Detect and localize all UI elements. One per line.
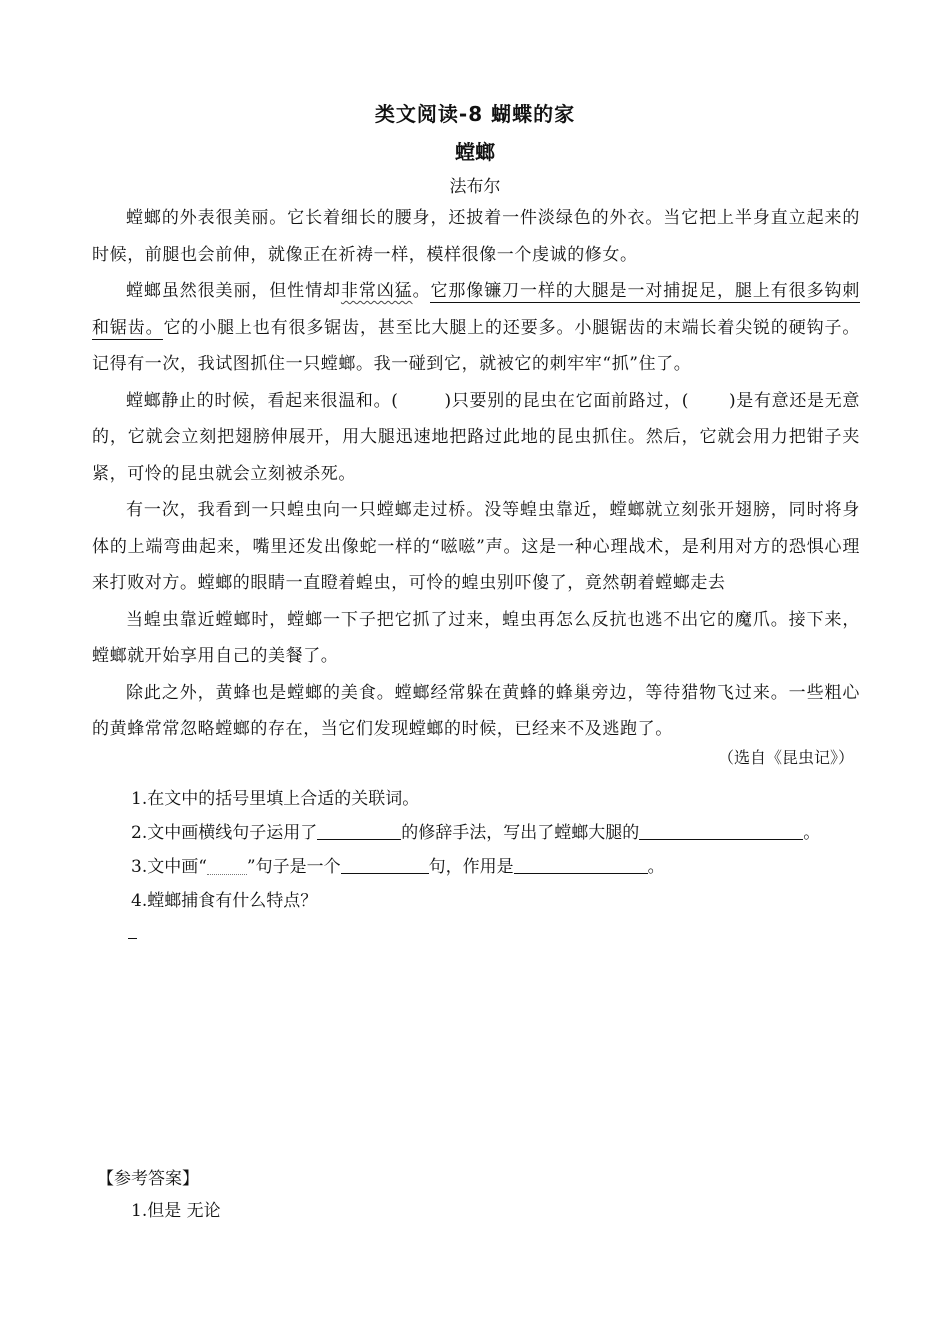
article-author: 法布尔 xyxy=(449,177,501,197)
answer-line-stub[interactable] xyxy=(128,938,137,939)
question-2-text-b: 的修辞手法，写出了螳螂大腿的 xyxy=(401,823,640,843)
article-title: 螳螂 xyxy=(455,140,495,164)
question-2-text-a: 2.文中画横线句子运用了 xyxy=(131,823,318,843)
paragraph-6: 除此之外，黄蜂也是螳螂的美食。螳螂经常躲在黄蜂的蜂巢旁边，等待猎物飞过来。一些粗心的黄蜂常常忽略螳螂的存在，当它们发现螳螂的时候，已经来不及逃跑了。 xyxy=(92,682,860,739)
paragraph-4: 有一次，我看到一只蝗虫向一只螳螂走过桥。没等蝗虫靠近，螳螂就立刻张开翅膀，同时将身体的上端弯曲起来，嘴里还发出像蛇一样的“嗞嗞”声。这是一种心理战术，是利用对方的恐惧心理来打败对方。螳螂的眼睛一直瞪着蝗虫，可怜的蝗虫别吓傻了，竟然朝着螳螂走去 xyxy=(92,500,860,593)
answer-1: 1.但是 无论 xyxy=(131,1201,221,1221)
paragraph-2 xyxy=(92,273,860,383)
wavy-underlined-phrase: 非常凶猛 xyxy=(340,281,413,301)
question-3-text-d: 。 xyxy=(647,857,665,877)
question-3-text-b: ”句子是一个 xyxy=(246,857,341,877)
paragraph-3-text-b: )只要别的昆虫在它面前路过，( xyxy=(444,390,689,411)
sentence-type-answer-blank[interactable] xyxy=(341,851,429,874)
paragraph-1: 螳螂的外表很美丽。它长着细长的腰身，还披着一件淡绿色的外衣。当它把上半身直立起来的时候，前腿也会前伸，就像正在祈祷一样，模样很像一个虔诚的修女。 xyxy=(92,208,860,265)
question-1: 1.在文中的括号里填上合适的关联词。 xyxy=(131,789,420,809)
question-list xyxy=(131,782,871,918)
leg-feature-answer-blank[interactable] xyxy=(639,817,803,840)
paragraph-2-text-a: 螳螂虽然很美丽，但性情却 xyxy=(126,281,341,301)
underlined-sentence: 它那像镰刀一样的大腿是一对捕捉足，腿上有很多钩刺和锯齿。 xyxy=(92,281,860,338)
question-2 xyxy=(131,816,871,850)
function-answer-blank[interactable] xyxy=(514,851,648,874)
source-citation: （选自《昆虫记》） xyxy=(717,748,854,767)
paragraph-2-text-c: 它的小腿上也有很多锯齿，甚至比大腿上的还要多。小腿锯齿的末端长着尖锐的硬钩子。记得有一次，我试图抓住一只螳螂。我一碰到它，就被它的刺牢牢“抓”住了。 xyxy=(92,317,860,374)
question-3-text-a: 3.文中画“ xyxy=(131,857,207,877)
paragraph-3-text-a: 螳螂静止的时候，看起来很温和。( xyxy=(126,390,399,411)
paragraph-2-text-b: 。 xyxy=(412,281,431,301)
question-3 xyxy=(131,850,871,884)
paragraph-3 xyxy=(92,383,860,493)
question-2-text-c: 。 xyxy=(803,823,821,843)
article-body xyxy=(92,200,860,748)
answer-key-heading: 【参考答案】 xyxy=(97,1169,199,1189)
wavy-line-mark xyxy=(207,858,247,875)
paragraph-5: 当蝗虫靠近螳螂时，螳螂一下子把它抓了过来，蝗虫再怎么反抗也逃不出它的魔爪。接下来，螳螂就开始享用自己的美餐了。 xyxy=(92,609,860,666)
question-3-text-c: 句，作用是 xyxy=(428,857,514,877)
paragraph-3-text-c: )是有意还是无意的，它就会立刻把翅膀伸展开，用大腿迅速地把路过此地的昆虫抓住。然后，它就会用力把钳子夹紧，可怜的昆虫就会立刻被杀死。 xyxy=(92,390,861,484)
rhetoric-answer-blank[interactable] xyxy=(317,817,401,840)
question-4: 4.螳螂捕食有什么特点？ xyxy=(131,891,318,911)
page-title: 类文阅读-8 蝴蝶的家 xyxy=(374,102,576,126)
